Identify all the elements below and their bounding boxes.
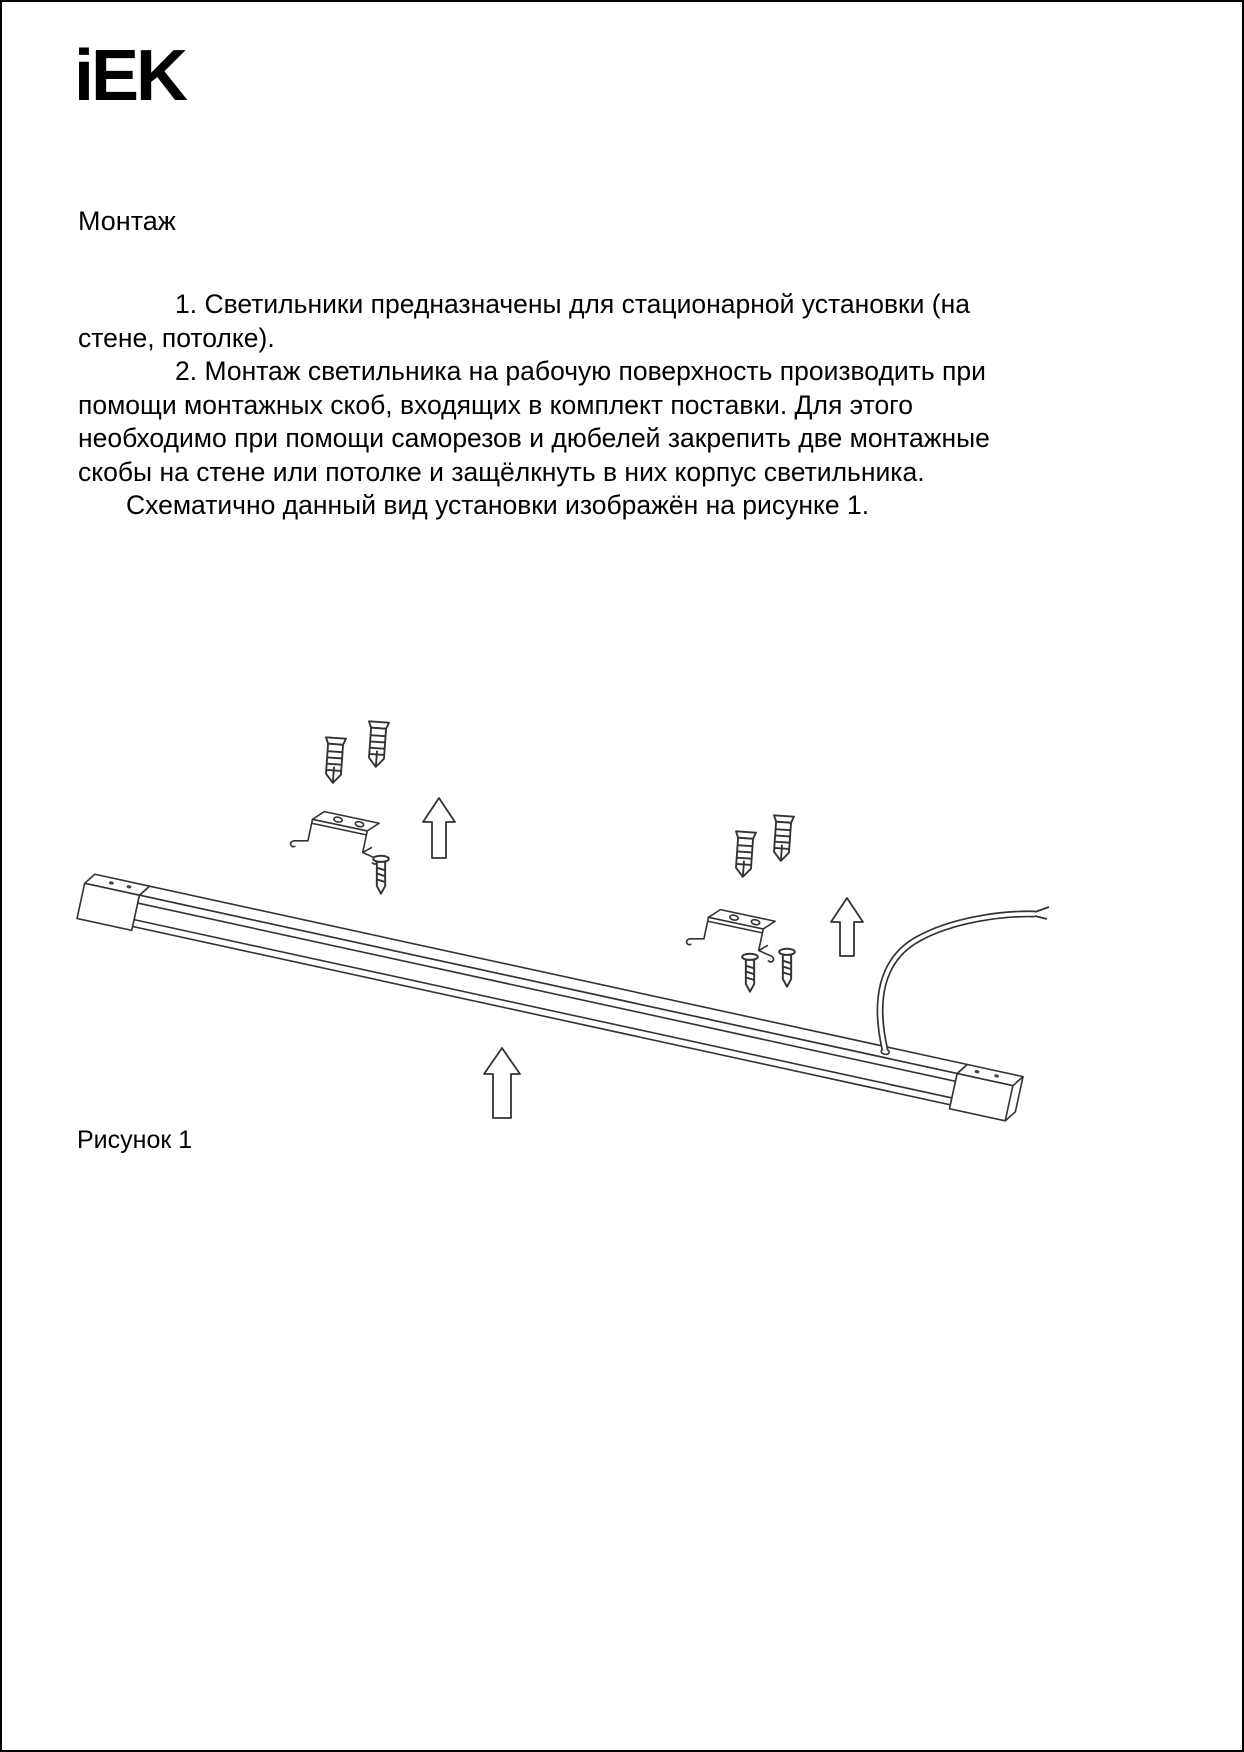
screw: [742, 954, 758, 992]
paragraph-2: 2. Монтаж светильника на рабочую поверхность производить при помощи монтажных скоб, входящих в комплект поставки. Для этого необходимо при помощи саморезов и дюбелей закрепить две монтажные скобы на стене или потолке и защёлкнуть в них корпус светильника.: [78, 356, 990, 487]
mounting-bracket: [290, 806, 386, 865]
section-title: Монтаж: [78, 206, 176, 236]
instruction-text: [78, 288, 1018, 523]
paragraph-3: Схематично данный вид установки изображён на рисунке 1.: [126, 490, 870, 520]
power-cable: [880, 907, 1049, 1050]
wall-plug: [733, 831, 756, 877]
up-arrow: [831, 898, 863, 956]
iek-logo: iEK: [74, 36, 186, 116]
wall-plug: [323, 737, 346, 783]
screw: [373, 856, 389, 894]
paragraph-1: 1. Светильники предназначены для стационарной установки (на стене, потолке).: [78, 289, 970, 353]
up-arrow-large: [484, 1048, 520, 1118]
figure-caption: Рисунок 1: [77, 1126, 193, 1154]
wall-plug: [366, 721, 389, 767]
screw: [779, 949, 795, 987]
wall-plug: [771, 815, 794, 861]
up-arrow: [423, 798, 455, 858]
mounting-bracket: [686, 904, 782, 963]
